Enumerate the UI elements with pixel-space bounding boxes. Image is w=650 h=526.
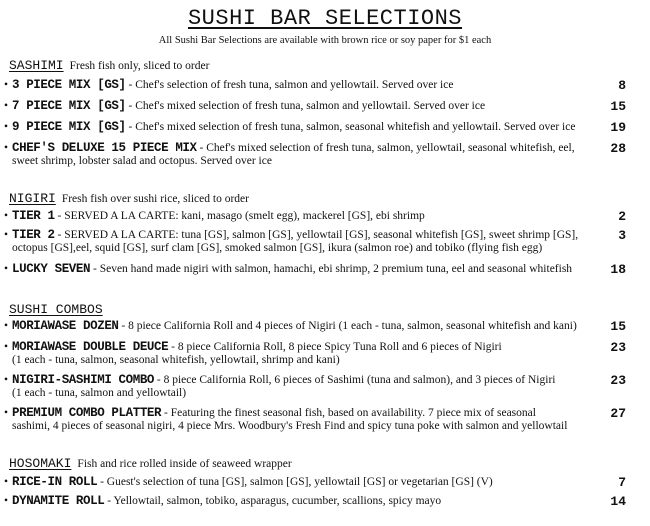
item-description: - SERVED A LA CARTE: tuna [GS], salmon [GS], yellowtail [GS], seasonal whitefish [GS], sweet shrimp [GS], bbox=[54, 229, 579, 241]
bullet-icon: • bbox=[4, 142, 9, 154]
item-price: 2 bbox=[618, 209, 626, 224]
item-price: 15 bbox=[610, 99, 626, 114]
item-name: NIGIRI-SASHIMI COMBO bbox=[12, 373, 155, 387]
menu-title: SUSHI BAR SELECTIONS bbox=[187, 6, 463, 31]
bullet-icon: • bbox=[4, 263, 9, 275]
item-name: LUCKY SEVEN bbox=[12, 262, 91, 276]
item-description-continued: (1 each - tuna, salmon, seasonal whitefish, yellowtail, shrimp and kani) bbox=[12, 354, 340, 366]
item-description: - Chef's selection of fresh tuna, salmon and yellowtail. Served over ice bbox=[125, 79, 454, 91]
item-price: 8 bbox=[618, 78, 626, 93]
bullet-icon: • bbox=[4, 210, 9, 222]
item-price: 28 bbox=[610, 141, 626, 156]
bullet-icon: • bbox=[4, 341, 9, 353]
item-price: 23 bbox=[610, 373, 626, 388]
item-description: - Chef's mixed selection of fresh tuna, salmon and yellowtail. Served over ice bbox=[125, 100, 486, 112]
section-title: SASHIMI bbox=[9, 58, 64, 73]
item-description: - 8 piece California Roll, 6 pieces of Sashimi (tuna and salmon), and 3 pieces of Nigiri bbox=[154, 374, 556, 386]
bullet-icon: • bbox=[4, 320, 9, 332]
item-description-continued: (1 each - tuna, salmon and yellowtail) bbox=[12, 387, 187, 399]
item-name: TIER 1 bbox=[12, 209, 55, 223]
section-title: HOSOMAKI bbox=[9, 456, 72, 471]
item-name: PREMIUM COMBO PLATTER bbox=[12, 406, 162, 420]
item-description: - Featuring the finest seasonal fish, based on availability. 7 piece mix of seasonal bbox=[161, 407, 536, 419]
bullet-icon: • bbox=[4, 229, 9, 241]
section-tagline: Fresh fish only, sliced to order bbox=[69, 60, 210, 72]
item-description: - 8 piece California Roll, 8 piece Spicy Tuna Roll and 6 pieces of Nigiri bbox=[168, 341, 502, 353]
bullet-icon: • bbox=[4, 495, 9, 507]
item-description: - Chef's mixed selection of fresh tuna, salmon, seasonal whitefish and yellowtail. Served over ice bbox=[125, 121, 576, 133]
item-name: DYNAMITE ROLL bbox=[12, 494, 105, 508]
item-price: 14 bbox=[610, 494, 626, 509]
item-description: - 8 piece California Roll and 4 pieces of Nigiri (1 each - tuna, salmon, seasonal whitefish and kani) bbox=[118, 320, 577, 332]
item-description-continued: sashimi, 4 pieces of seasonal nigiri, 4 piece Mrs. Woodbury's Fresh Find and spicy tuna poke with salmon and yellowtail bbox=[12, 420, 568, 432]
item-name: 3 PIECE MIX [GS] bbox=[12, 78, 126, 92]
section-title: NIGIRI bbox=[9, 191, 56, 206]
section-header-sashimi bbox=[9, 58, 209, 73]
item-price: 27 bbox=[610, 406, 626, 421]
section-tagline: Fish and rice rolled inside of seaweed wrapper bbox=[77, 458, 292, 470]
item-description: - Chef's mixed selection of fresh tuna, salmon, yellowtail, seasonal whitefish, eel, bbox=[196, 142, 575, 154]
item-description: - SERVED A LA CARTE: kani, masago (smelt egg), mackerel [GS], ebi shrimp bbox=[54, 210, 425, 222]
item-name: TIER 2 bbox=[12, 228, 55, 242]
item-description: - Yellowtail, salmon, tobiko, asparagus, cucumber, scallions, spicy mayo bbox=[104, 495, 442, 507]
item-description-continued: octopus [GS],eel, squid [GS], surf clam [GS], smoked salmon [GS], ikura (salmon roe) and tobiko (flying fish egg) bbox=[12, 242, 543, 254]
item-description: - Seven hand made nigiri with salmon, hamachi, ebi shrimp, 2 premium tuna, eel and seasonal whitefish bbox=[90, 263, 573, 275]
item-description: - Guest's selection of tuna [GS], salmon [GS], yellowtail [GS] or vegetarian [GS] (V) bbox=[97, 476, 493, 488]
item-description-continued: sweet shrimp, lobster salad and octopus. Served over ice bbox=[12, 155, 272, 167]
item-price: 7 bbox=[618, 475, 626, 490]
item-price: 15 bbox=[610, 319, 626, 334]
bullet-icon: • bbox=[4, 476, 9, 488]
section-header-sushi-combos bbox=[9, 302, 109, 317]
section-tagline: Fresh fish over sushi rice, sliced to order bbox=[61, 193, 249, 205]
item-name: CHEF'S DELUXE 15 PIECE MIX bbox=[12, 141, 197, 155]
item-name: MORIAWASE DOZEN bbox=[12, 319, 119, 333]
item-price: 18 bbox=[610, 262, 626, 277]
bullet-icon: • bbox=[4, 100, 9, 112]
bullet-icon: • bbox=[4, 79, 9, 91]
section-title: SUSHI COMBOS bbox=[9, 302, 103, 317]
item-price: 19 bbox=[610, 120, 626, 135]
item-name: MORIAWASE DOUBLE DEUCE bbox=[12, 340, 169, 354]
bullet-icon: • bbox=[4, 374, 9, 386]
bullet-icon: • bbox=[4, 407, 9, 419]
item-price: 23 bbox=[610, 340, 626, 355]
item-name: RICE-IN ROLL bbox=[12, 475, 98, 489]
section-header-nigiri bbox=[9, 191, 249, 206]
item-name: 7 PIECE MIX [GS] bbox=[12, 99, 126, 113]
item-name: 9 PIECE MIX [GS] bbox=[12, 120, 126, 134]
section-header-hosomaki bbox=[9, 456, 292, 471]
menu-subtitle: All Sushi Bar Selections are available with brown rice or soy paper for $1 each bbox=[158, 35, 492, 46]
item-price: 3 bbox=[618, 228, 626, 243]
bullet-icon: • bbox=[4, 121, 9, 133]
